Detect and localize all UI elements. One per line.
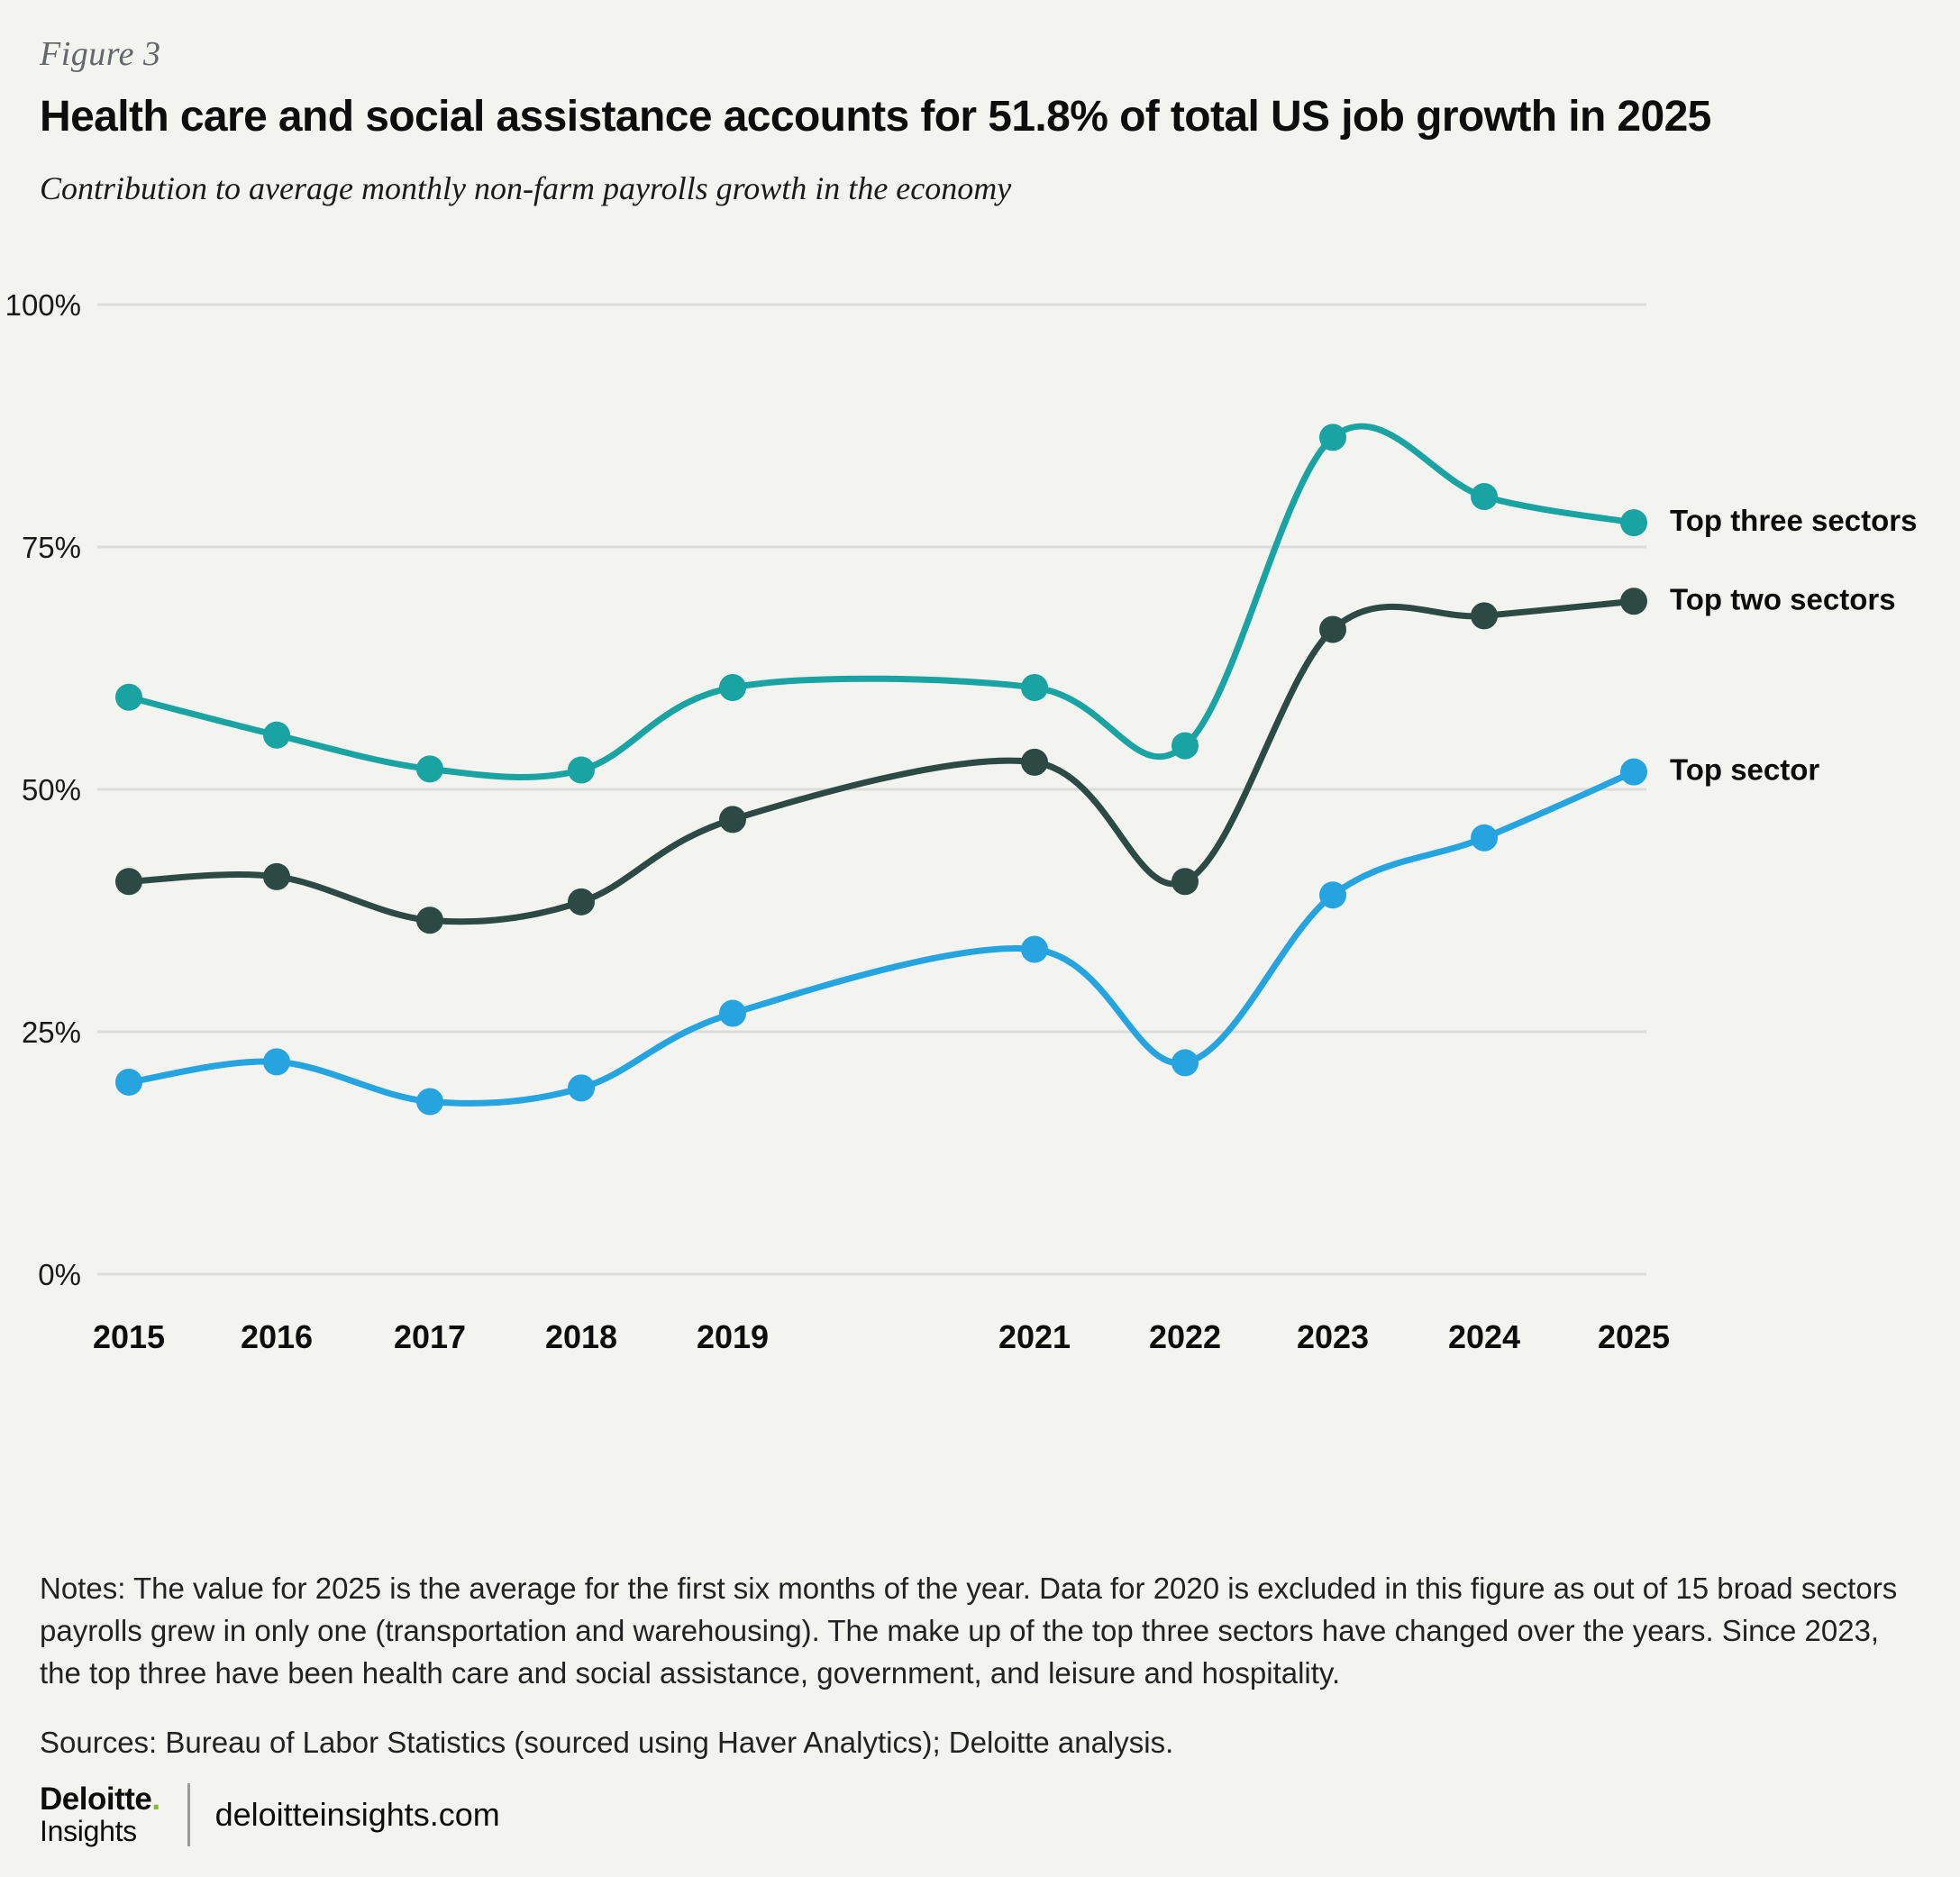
data-point	[263, 1048, 290, 1075]
x-axis-tick-label: 2018	[544, 1318, 618, 1355]
data-point	[115, 1069, 142, 1096]
data-point	[1021, 936, 1048, 963]
data-point	[568, 1074, 595, 1101]
data-point	[719, 1000, 746, 1027]
x-axis-tick-label: 2015	[92, 1318, 166, 1355]
data-point	[416, 1088, 443, 1115]
data-point	[1319, 881, 1346, 908]
data-point	[719, 806, 746, 833]
data-point	[1620, 759, 1647, 786]
data-point	[1319, 615, 1346, 642]
y-axis-tick-label: 75%	[21, 531, 81, 564]
data-point	[1471, 825, 1498, 852]
series-lines	[129, 426, 1634, 1103]
data-point	[568, 756, 595, 783]
data-point	[115, 684, 142, 711]
brand-subtitle: Insights	[40, 1814, 137, 1847]
footer-divider	[187, 1783, 190, 1846]
deloitte-insights-logo	[40, 1783, 160, 1846]
y-axis-tick-label: 25%	[21, 1016, 81, 1049]
series-label-top-sector: Top sector	[1670, 752, 1820, 787]
x-axis-tick-label: 2025	[1597, 1318, 1671, 1355]
series-label-top-two-sectors: Top two sectors	[1670, 582, 1896, 616]
series-points	[115, 424, 1647, 1115]
data-point	[1471, 602, 1498, 629]
data-point	[1021, 674, 1048, 701]
x-axis-tick-label: 2023	[1296, 1318, 1370, 1355]
x-axis-tick-label: 2016	[240, 1318, 314, 1355]
data-point	[1319, 424, 1346, 451]
x-axis-tick-label: 2019	[696, 1318, 770, 1355]
data-point	[1171, 733, 1199, 760]
x-axis-tick-label: 2021	[998, 1318, 1071, 1355]
line-chart-svg	[0, 261, 1960, 1505]
brand-dot: .	[151, 1781, 160, 1817]
data-point	[263, 722, 290, 749]
page-title: Health care and social assistance accounts for 51.8% of total US job growth in 2025	[40, 93, 1711, 141]
series-line	[129, 601, 1634, 921]
data-point	[719, 674, 746, 701]
chart-plot-area	[0, 261, 1960, 1505]
data-point	[1620, 509, 1647, 536]
x-axis-tick-labels	[93, 1318, 1670, 1355]
y-axis-tick-label: 0%	[38, 1258, 81, 1291]
data-point	[263, 863, 290, 890]
brand-name-text: Deloitte	[40, 1781, 152, 1817]
y-axis-tick-labels	[5, 288, 81, 1291]
notes-text: Notes: The value for 2025 is the average for the first six months of the year. Data for 2020 is excluded in this figure as out of 15 broad sectors payrolls grew in only one (transportation and warehousing). The make up of the top three sectors have changed over the years. Since 2023, the top three have been health care and social assistance, government, and leisure and hospitality.	[40, 1572, 1898, 1690]
data-point	[416, 755, 443, 782]
data-point	[1021, 749, 1048, 776]
notes-block	[40, 1568, 1919, 1763]
series-line	[129, 772, 1634, 1104]
sources-text: Sources: Bureau of Labor Statistics (sourced using Haver Analytics); Deloitte analysis.	[40, 1725, 1174, 1759]
series-end-labels	[1670, 504, 1917, 787]
footer-url: deloitteinsights.com	[214, 1796, 500, 1833]
data-point	[568, 888, 595, 916]
x-axis-tick-label: 2022	[1148, 1318, 1222, 1355]
footer	[40, 1780, 500, 1850]
data-point	[1171, 868, 1199, 895]
y-axis-tick-label: 50%	[21, 773, 81, 806]
data-point	[115, 868, 142, 895]
y-axis-tick-label: 100%	[5, 288, 81, 322]
data-point	[1471, 483, 1498, 510]
data-point	[416, 907, 443, 934]
chart-subtitle: Contribution to average monthly non-farm payrolls growth in the economy	[40, 170, 1012, 206]
data-point	[1620, 588, 1647, 615]
series-label-top-three-sectors: Top three sectors	[1670, 504, 1918, 538]
x-axis-tick-label: 2024	[1447, 1318, 1521, 1355]
figure-label: Figure 3	[40, 35, 161, 73]
brand-name	[40, 1783, 160, 1817]
data-point	[1171, 1049, 1199, 1076]
x-axis-tick-label: 2017	[393, 1318, 467, 1355]
series-line	[129, 426, 1634, 777]
